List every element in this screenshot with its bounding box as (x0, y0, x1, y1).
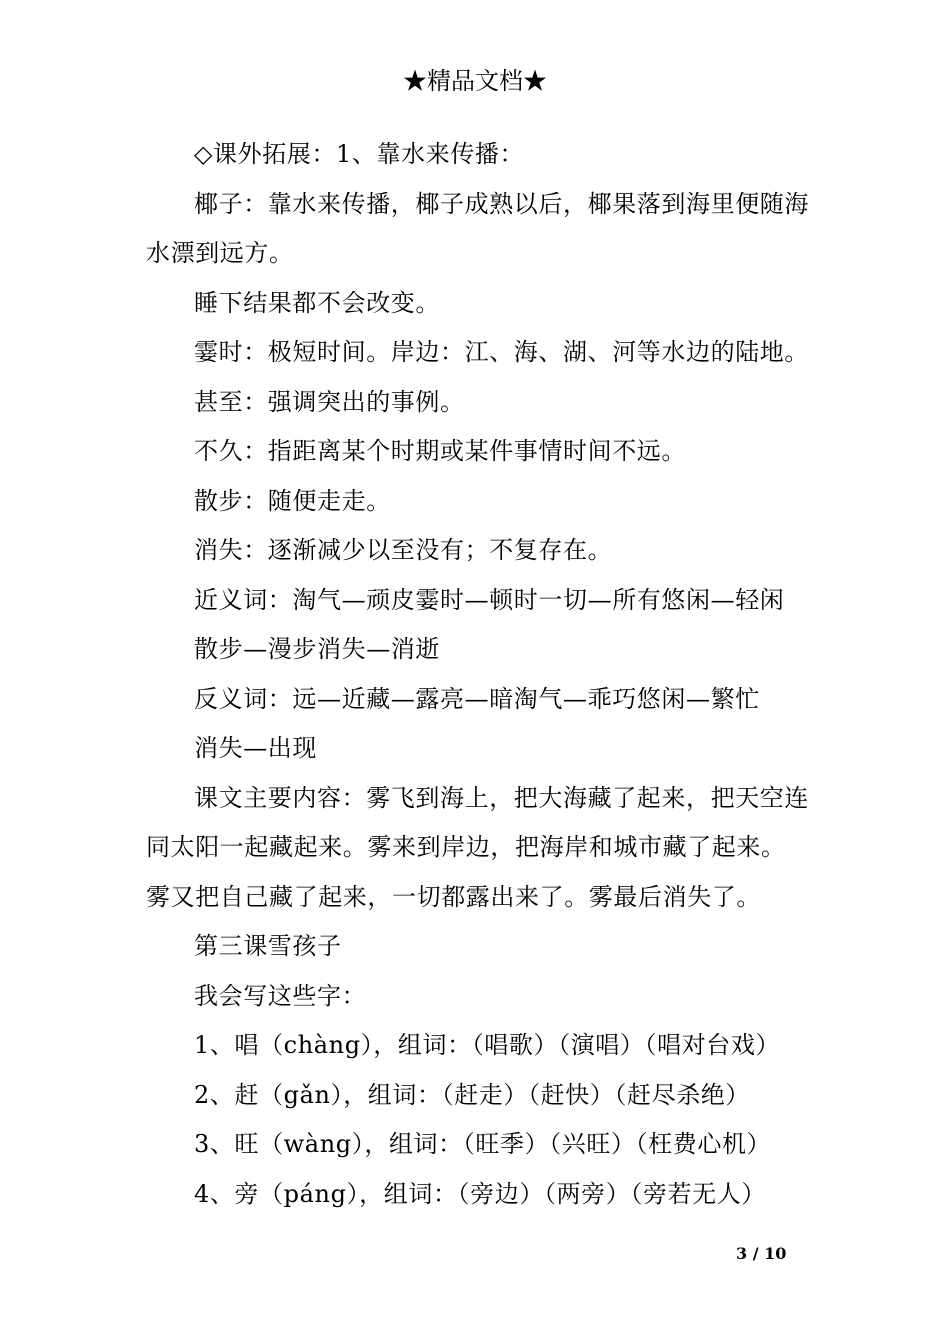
paragraph-writing-heading: 我会写这些字： (194, 981, 367, 1010)
paragraph-definition-soon: 不久：指距离某个时期或某件事情时间不远。 (194, 437, 686, 465)
paragraph-definition-even: 甚至：强调突出的事例。 (194, 387, 465, 416)
paragraph-coconut: 椰子：靠水来传播，椰子成熟以后，椰果落到海里便随海水漂到远方。 (146, 189, 809, 267)
paragraph-synonyms-continued: 散步—漫步消失—消逝 (194, 635, 440, 663)
paragraph-definition-instant: 霎时：极短时间。岸边：江、海、湖、河等水边的陆地。 (194, 338, 809, 366)
document-body (146, 130, 810, 1219)
paragraph-definition-disappear: 消失：逐渐减少以至没有；不复存在。 (194, 536, 613, 564)
paragraph-result: 睡下结果都不会改变。 (194, 288, 440, 317)
paragraph-lesson-title: 第三课雪孩子 (194, 932, 342, 960)
paragraph-extension-heading: ◇课外拓展：1、靠水来传播： (194, 140, 525, 168)
paragraph-word-chang: 1、唱（chàng），组词：（唱歌）（演唱）（唱对台戏） (194, 1031, 781, 1059)
paragraph-main-content: 课文主要内容：雾飞到海上，把大海藏了起来，把天空连同太阳一起藏起来。雾来到岸边，把海岸和城市藏了起来。雾又把自己藏了起来，一切都露出来了。雾最后消失了。 (146, 783, 809, 911)
paragraph-word-wang: 3、旺（wàng），组词：（旺季）（兴旺）（枉费心机） (194, 1130, 772, 1158)
paragraph-word-gan: 2、赶（gǎn），组词：（赶走）（赶快）（赶尽杀绝） (194, 1080, 750, 1109)
paragraph-antonyms-continued: 消失—出现 (194, 734, 317, 762)
paragraph-definition-stroll: 散步：随便走走。 (194, 486, 391, 515)
paragraph-antonyms: 反义词：远—近藏—露亮—暗淘气—乖巧悠闲—繁忙 (194, 684, 760, 713)
page-number: 3 / 10 (736, 1244, 787, 1263)
page-header-title: ★精品文档★ (403, 67, 547, 95)
paragraph-synonyms: 近义词：淘气—顽皮霎时—顿时一切—所有悠闲—轻闲 (194, 585, 785, 614)
paragraph-word-pang: 4、旁（páng），组词：（旁边）（两旁）（旁若无人） (194, 1179, 766, 1208)
